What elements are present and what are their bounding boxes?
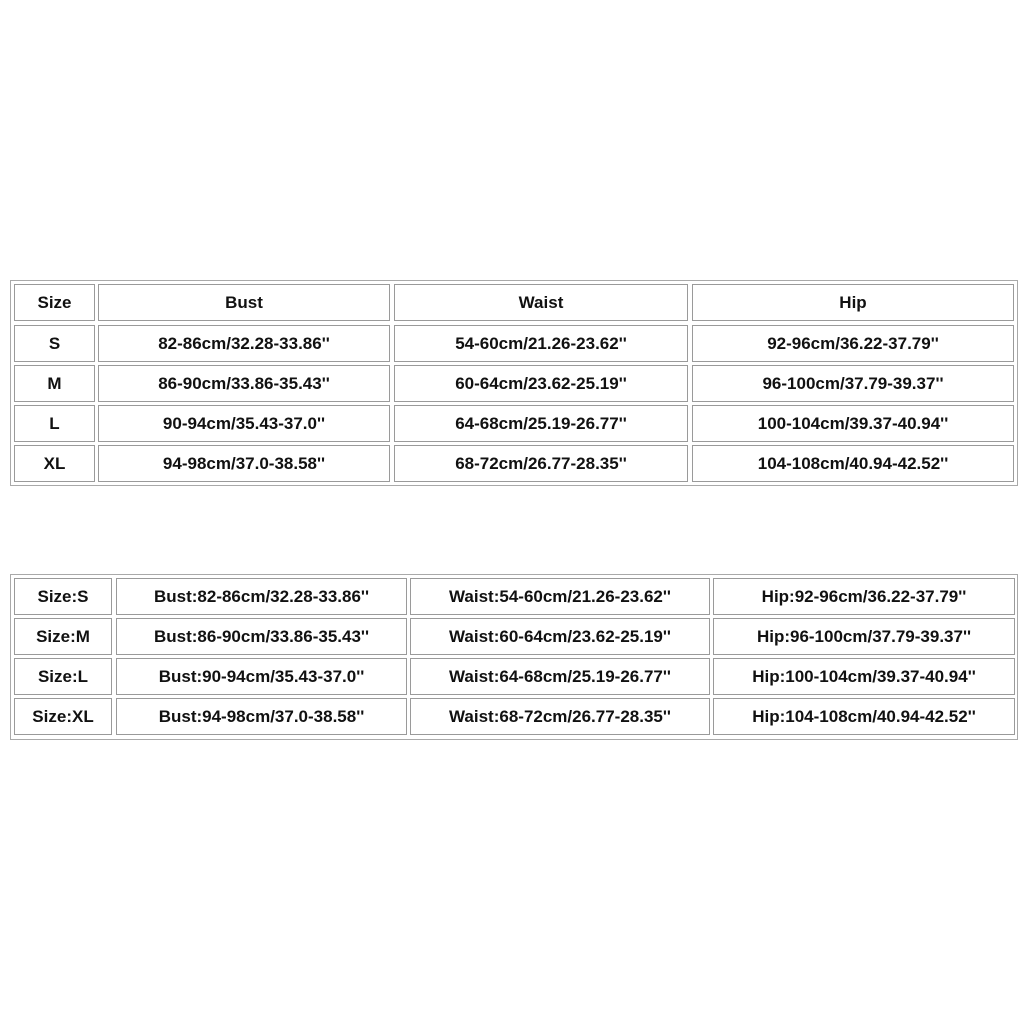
waist-label-cell: Waist:64-68cm/25.19-26.77'' <box>410 658 710 695</box>
hip-label-cell: Hip:96-100cm/37.79-39.37'' <box>713 618 1015 655</box>
hip-label-cell: Hip:100-104cm/39.37-40.94'' <box>713 658 1015 695</box>
size-label-cell: Size:XL <box>14 698 112 735</box>
size-chart-table <box>10 280 1018 486</box>
bust-cell: 82-86cm/32.28-33.86'' <box>98 325 390 362</box>
header-size: Size <box>14 284 95 321</box>
waist-label-cell: Waist:68-72cm/26.77-28.35'' <box>410 698 710 735</box>
bust-label-cell: Bust:86-90cm/33.86-35.43'' <box>116 618 407 655</box>
size-cell: S <box>14 325 95 362</box>
bust-label-cell: Bust:90-94cm/35.43-37.0'' <box>116 658 407 695</box>
size-cell: XL <box>14 445 95 482</box>
waist-cell: 54-60cm/21.26-23.62'' <box>394 325 688 362</box>
bust-label-cell: Bust:94-98cm/37.0-38.58'' <box>116 698 407 735</box>
waist-label-cell: Waist:54-60cm/21.26-23.62'' <box>410 578 710 615</box>
hip-cell: 104-108cm/40.94-42.52'' <box>692 445 1014 482</box>
header-hip: Hip <box>692 284 1014 321</box>
size-list-table <box>10 574 1018 740</box>
bust-cell: 86-90cm/33.86-35.43'' <box>98 365 390 402</box>
bust-cell: 90-94cm/35.43-37.0'' <box>98 405 390 442</box>
hip-cell: 96-100cm/37.79-39.37'' <box>692 365 1014 402</box>
size-label-cell: Size:M <box>14 618 112 655</box>
hip-cell: 100-104cm/39.37-40.94'' <box>692 405 1014 442</box>
hip-label-cell: Hip:92-96cm/36.22-37.79'' <box>713 578 1015 615</box>
bust-cell: 94-98cm/37.0-38.58'' <box>98 445 390 482</box>
waist-cell: 64-68cm/25.19-26.77'' <box>394 405 688 442</box>
bust-label-cell: Bust:82-86cm/32.28-33.86'' <box>116 578 407 615</box>
header-waist: Waist <box>394 284 688 321</box>
waist-cell: 68-72cm/26.77-28.35'' <box>394 445 688 482</box>
waist-label-cell: Waist:60-64cm/23.62-25.19'' <box>410 618 710 655</box>
size-label-cell: Size:L <box>14 658 112 695</box>
size-cell: L <box>14 405 95 442</box>
header-bust: Bust <box>98 284 390 321</box>
hip-label-cell: Hip:104-108cm/40.94-42.52'' <box>713 698 1015 735</box>
size-cell: M <box>14 365 95 402</box>
size-label-cell: Size:S <box>14 578 112 615</box>
waist-cell: 60-64cm/23.62-25.19'' <box>394 365 688 402</box>
hip-cell: 92-96cm/36.22-37.79'' <box>692 325 1014 362</box>
